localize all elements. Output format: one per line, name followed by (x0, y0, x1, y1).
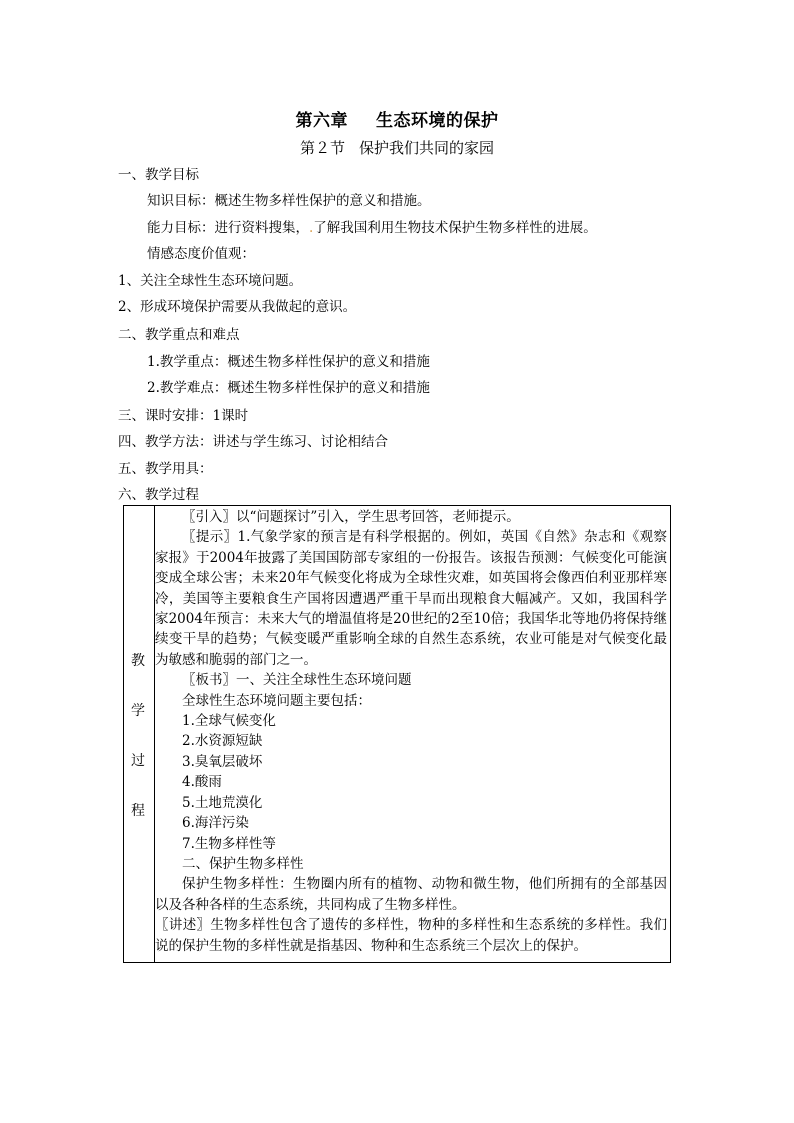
intro-paragraph: 〖引入〗以“问题探讨”引入，学生思考回答，老师提示。 (182, 509, 520, 525)
side-char: 教 (131, 653, 145, 669)
heading-key-points: 二、教学重点和难点 (118, 327, 240, 343)
heading-tools: 五、教学用具： (118, 461, 213, 477)
ability-goal: 能力目标：进行资料搜集，.了解我国利用生物技术保护生物多样性的进展。 (147, 220, 597, 236)
side-char: 过 (131, 753, 145, 769)
list-item: 2.水资源短缺 (182, 733, 263, 750)
emotion-item-1: 1、关注全球性生态环境问题。 (118, 273, 303, 289)
section-title (0, 137, 794, 158)
issues-intro: 全球性生态环境问题主要包括： (182, 692, 371, 709)
list-item: 6.海洋污染 (182, 815, 249, 832)
chapter-title (0, 106, 794, 131)
process-content (155, 507, 667, 956)
difficult-point: 2.教学难点：概述生物多样性保护的意义和措施 (147, 380, 430, 396)
heading-process: 六、教学过程 (118, 487, 199, 503)
side-char: 学 (131, 703, 145, 719)
chapter-number: 第六章 (295, 111, 348, 131)
heading-teaching-goals: 一、教学目标 (118, 167, 199, 183)
stray-mark: . (309, 220, 314, 236)
list-item: 4.酸雨 (182, 774, 222, 791)
section-name: 保护我们共同的家园 (359, 139, 495, 157)
protect-heading: 二、保护生物多样性 (182, 855, 304, 872)
section-number: 第２节 (299, 139, 345, 157)
board-heading: 〖板书〗一、关注全球性生态环境问题 (182, 672, 412, 689)
lecture-paragraph: 〖讲述〗生物多样性包含了遗传的多样性，物种的多样性和生态系统的多样性。我们说的保护生物的多样性就是指基因、物种和生态系统三个层次上的保护。 (155, 917, 667, 954)
knowledge-goal: 知识目标：概述生物多样性保护的意义和措施。 (147, 193, 431, 209)
side-char: 程 (131, 803, 145, 819)
key-point: 1.教学重点：概述生物多样性保护的意义和措施 (147, 354, 430, 370)
chapter-name: 生态环境的保护 (376, 111, 499, 131)
list-item: 5.土地荒漠化 (182, 794, 263, 811)
emotion-goal: 情感态度价值观： (147, 246, 255, 262)
list-item: 3.臭氧层破坏 (182, 753, 263, 770)
emotion-item-2: 2、形成环境保护需要从我做起的意识。 (118, 299, 357, 315)
heading-schedule: 三、课时安排：1课时 (118, 408, 249, 424)
heading-method: 四、教学方法：讲述与学生练习、讨论相结合 (118, 434, 388, 450)
list-item: 7.生物多样性等 (182, 835, 276, 852)
hint-paragraph: 〖提示〗1.气象学家的预言是有科学根据的。例如，英国《自然》杂志和《观察家报》于2004年披露了美国国防部专家组的一份报告。该报告预测：气候变化可能演变成全球公害；未来20年气候变化将成为全球性灾难，如英国将会像西伯利亚那样寒冷，美国等主要粮食生产国将因遭遇严重干旱而出现粮食大幅减产。又如，我国科学家2004年预言：未来大气的增温值将是20世纪的2至10倍；我国华北等地仍将保持继续变干旱的趋势；气候变暖严重影响全球的自然生态系统，农业可能是对气候变化最为敏感和脆弱的部门之一。 (155, 529, 667, 668)
list-item: 1.全球气候变化 (182, 713, 276, 730)
protect-definition: 保护生物多样性：生物圈内所有的植物、动物和微生物，他们所拥有的全部基因以及各种各样的生态系统，共同构成了生物多样性。 (155, 876, 667, 913)
